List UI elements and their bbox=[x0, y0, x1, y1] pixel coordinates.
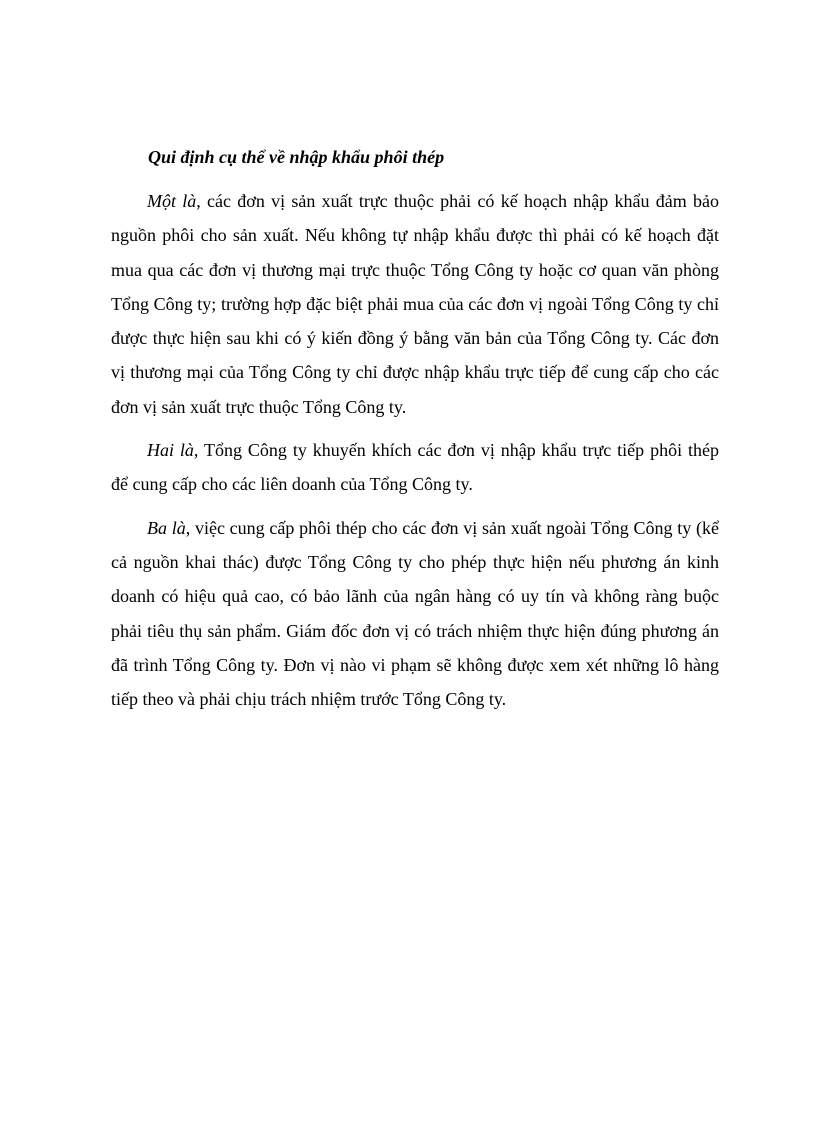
paragraph-2-text: , Tổng Công ty khuyến khích các đơn vị nhập khẩu trực tiếp phôi thép để cung cấp cho các liên doanh của Tổng Công ty. bbox=[111, 440, 719, 495]
paragraph-3 bbox=[111, 511, 719, 717]
paragraph-3-lead: Ba là bbox=[147, 517, 186, 538]
paragraph-2-lead: Hai là bbox=[147, 440, 194, 461]
paragraph-3-text: , việc cung cấp phôi thép cho các đơn vị sản xuất ngoài Tổng Công ty (kể cả nguồn khai thác) được Tổng Công ty cho phép thực hiện nếu phương án kinh doanh có hiệu quả cao, có bảo lãnh của ngân hàng có uy tín và không ràng buộc phải tiêu thụ sản phẩm. Giám đốc đơn vị có trách nhiệm thực hiện đúng phương án đã trình Tổng Công ty. Đơn vị nào vi phạm sẽ không được xem xét những lô hàng tiếp theo và phải chịu trách nhiệm trước Tổng Công ty. bbox=[111, 517, 719, 710]
document-body bbox=[111, 142, 719, 725]
paragraph-1-text: , các đơn vị sản xuất trực thuộc phải có kế hoạch nhập khẩu đảm bảo nguồn phôi cho sản xuất. Nếu không tự nhập khẩu được thì phải có kế hoạch đặt mua qua các đơn vị thương mại trực thuộc Tổng Công ty hoặc cơ quan văn phòng Tổng Công ty; trường hợp đặc biệt phải mua của các đơn vị ngoài Tổng Công ty chỉ được thực hiện sau khi có ý kiến đồng ý bằng văn bản của Tổng Công ty. Các đơn vị thương mại của Tổng Công ty chỉ được nhập khẩu trực tiếp để cung cấp cho các đơn vị sản xuất trực thuộc Tổng Công ty. bbox=[111, 191, 720, 417]
paragraph-1 bbox=[111, 184, 719, 424]
paragraph-1-lead: Một là bbox=[147, 191, 197, 211]
section-heading: Qui định cụ thể về nhập khẩu phôi thép bbox=[148, 147, 445, 167]
paragraph-2 bbox=[111, 433, 719, 502]
